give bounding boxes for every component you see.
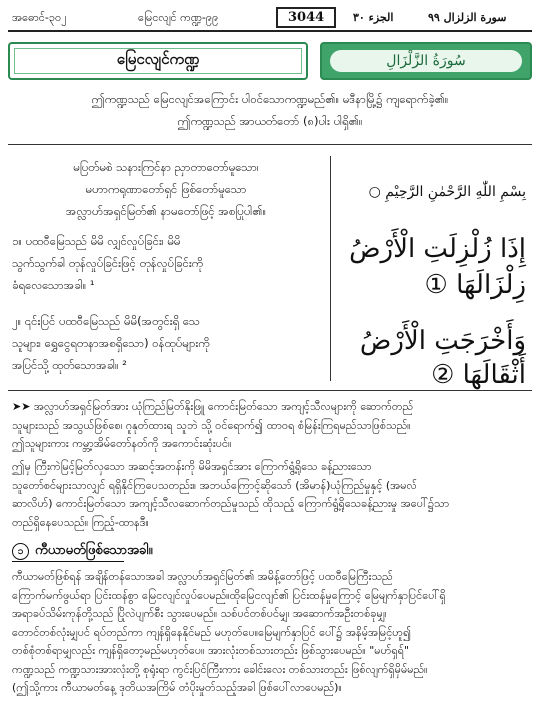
heading-number: ၁	[12, 543, 29, 560]
commentary-line: သူတော်စင်များသာလျှင် ရရှိနိုင်ကြပေသတည်း။ အဘယ်ကြောင့်ဆိုသော် (အိမာန်)ယုံကြည်မှုနှင့် (အမလ်	[12, 478, 417, 492]
commentary-line: သူများသည် အသွယ်ဖြစ်စေ၊ ဂူနုတ်ထားရ သူဘဲ သို့ ဝင်ရောက်၍ ထာဝရ စံမြန်းကြရမည်သာဖြစ်သည်။	[12, 418, 411, 432]
section-divider-bottom	[8, 390, 532, 391]
intro-line-2: ဤကဏ္ဍသည် အာယတ်တော် (၈)ပါး ပါရှိ၏။	[177, 114, 363, 128]
quran-page	[8, 6, 532, 706]
commentary-line: ဆာလိဟ်) ကောင်းမြတ်သော အကျင့်သီလဆောက်တည်မှုသည် ထိုသည့် ကြောက်ရွံ့ရိုသေခန့်ညားမှု အပေါ်၌သာ	[12, 497, 450, 510]
chapter-title-banner	[8, 42, 308, 80]
commentary-para-3	[12, 568, 528, 698]
commentary-line: ➤➤ အလ္လာဟ်အရှင်မြတ်အား ယုံကြည်မြတ်နိုးဖြူ ကောင်းမြတ်သော အကျင့်သီလများကို ဆောက်တည်	[12, 400, 414, 413]
chapter-title: မြေငလျင်ကဏ္ဍ	[14, 48, 302, 74]
commentary-para-2	[12, 458, 528, 532]
commentary-line: ကဏ္ဍသည် ကဏ္ဍသားအားလုံးတို့ စုရုံးရာ ကွင်းပြင်ကြီးကား ခေါင်းလေး တစ်သားတည်း ဖြစ်လျက်ရှိမှိမ်မည်။	[12, 662, 428, 676]
basmala-arabic: بِسْمِ اللّٰهِ الرَّحْمٰنِ الرَّحِيْمِ ○	[368, 184, 526, 200]
verse-1-line: သွက်သွက်ခါ တုန်လှုပ်ခြင်းဖြင့် တုန်လှုပ်ခြင်းကို	[12, 256, 204, 270]
basmala-trans-line: မဟာကရုဏာတော်ရှင် ဖြစ်တော်မူသော	[85, 182, 247, 196]
verse-1-arabic-line-1: إِذَا زُلْزِلَتِ الْأَرْضُ	[349, 234, 526, 264]
verse-1-translation	[12, 230, 320, 296]
verse-2-arabic: وَأَخْرَجَتِ الْأَرْضُ أَثْقَالَهَا ②	[359, 326, 526, 390]
verse-1-line: ခံရလေသောအခါ။ ¹	[12, 278, 95, 292]
basmala-trans-line: မပြတ်မစဲ သနားကြင်နာ ညှာတာတော်မူသော၊	[73, 160, 259, 174]
heading-text: ကီယာမတ်ဖြစ်သောအခါ။	[35, 543, 153, 558]
commentary-line: တစ်စုံတစ်ရာမျှလည်း ကျန်ရှိတော့မည်မဟုတ်ပေ။ အားလုံးတစ်သားတည်း ဖြစ်သွားပေမည်။ "မဟ်ရှရ်"	[12, 644, 410, 657]
header-surah-label: မြေငလျင် ကဏ္ဍ-၉၉	[138, 11, 219, 24]
commentary-line: တည်ရှိနေပေသည်။ ကြည့်-ထာနဒီ။	[12, 515, 149, 529]
verse-1-arabic-line-2: زِلْزَالَهَا ①	[424, 270, 526, 300]
juz-label: الجزء ٣٠	[353, 11, 394, 24]
page-number: 3044	[276, 7, 336, 28]
header-left-ref: အဓောင်-၃၀၂	[12, 11, 67, 24]
commentary-line: ဤမှ ကြီးကဲမြင့်မြတ်လှသော အဆင့်အတန်းကို မိမိအရှင်အား ကြောက်ရွံ့ရိုသေ ခန့်ညားသော	[12, 460, 372, 473]
verse-2-line: သူများ၊ ရွှေငွေရတနာအစရှိသော) ဝန်ထုပ်များကို	[12, 336, 210, 350]
commentary-line: တောင်တစ်လုံးမျှပင် ရပ်တည်ကာ ကျန်ရှိနေနိုင်မည် မဟုတ်ပေ။မြေမျက်နှာပြင် ပေါ်၌ အနိမ့်အမြင့်ဟူ၍	[12, 625, 412, 639]
heading-underline	[12, 561, 124, 562]
section-divider-top	[8, 144, 532, 145]
arabic-chapter-title: سُورَةُ الزَّلْزَالِ	[330, 50, 522, 72]
commentary-line: အရာခပ်သိမ်းကုန်တို့သည် ပြိုလဲပျက်စီး သွားပေမည်။ သစ်ပင်တစ်ပင်မျှ၊ အဆောက်အဦးတစ်ခုမျှ၊	[12, 607, 387, 620]
verse-1-line: ၁။ ပထဝီမြေသည် မိမိ လျှင်လှုပ်ခြင်း၊ မိမိ	[12, 234, 181, 248]
arabic-title-banner	[320, 42, 532, 80]
intro-line-1: ဤကဏ္ဍသည် မြေငလျင်အကြောင်း ပါဝင်သောကဏ္ဍမည်၏။ မဒီနာမြို့၌ ကျရောက်ခဲ့၏။	[91, 92, 449, 106]
commentary-line: ကီယာမတ်ဖြစ်ရန် အချိန်တန်သောအခါ အလ္လာဟ်အရှင်မြတ်၏ အမိန့်တော်ဖြင့် ပထဝီမြေကြီးသည်	[12, 570, 393, 583]
basmala-trans-line: အလ္လာဟ်အရှင်မြတ်၏ နာမတော်ဖြင့် အစပြုပါ၏။	[65, 204, 267, 218]
section-heading	[12, 542, 153, 561]
verse-2-line: အပြင်သို့ ထုတ်သောအခါ။ ²	[12, 358, 127, 372]
commentary-para-1	[12, 398, 528, 454]
verse-2-translation	[12, 310, 320, 376]
basmala-translation	[12, 156, 320, 222]
commentary-line: ဤသူများကား ကမ္ဘာ့အိမ်တော်နတ်ကို အကောင်းဆုံးပင်။	[12, 437, 232, 450]
commentary-line: (ဤသို့ကား ကီယာမတ်နေ့ ဒုတိယအကြိမ် တံပိုးမှုတ်သည့်အခါ ဖြစ်ပေါ်လာပေမည်)။	[12, 681, 342, 694]
page-header	[8, 6, 532, 32]
surah-label: سورة الزلزال ٩٩	[428, 11, 507, 24]
commentary-line: ကြောက်မက်ဖွယ်ရာ ပြင်းထန်စွာ မြေငလျင်လှုပ်ပေမည်။ထိုမြေငလျင်၏ ပြင်းထန်မှုကြောင့် မြေမျက်နှာပြင်ပေါ်ရှိ	[12, 588, 446, 602]
verse-2-line: ၂။ ၎င်းပြင် ပထဝီမြေသည် မိမိ(အတွင်းရှိ သေ	[12, 314, 200, 328]
